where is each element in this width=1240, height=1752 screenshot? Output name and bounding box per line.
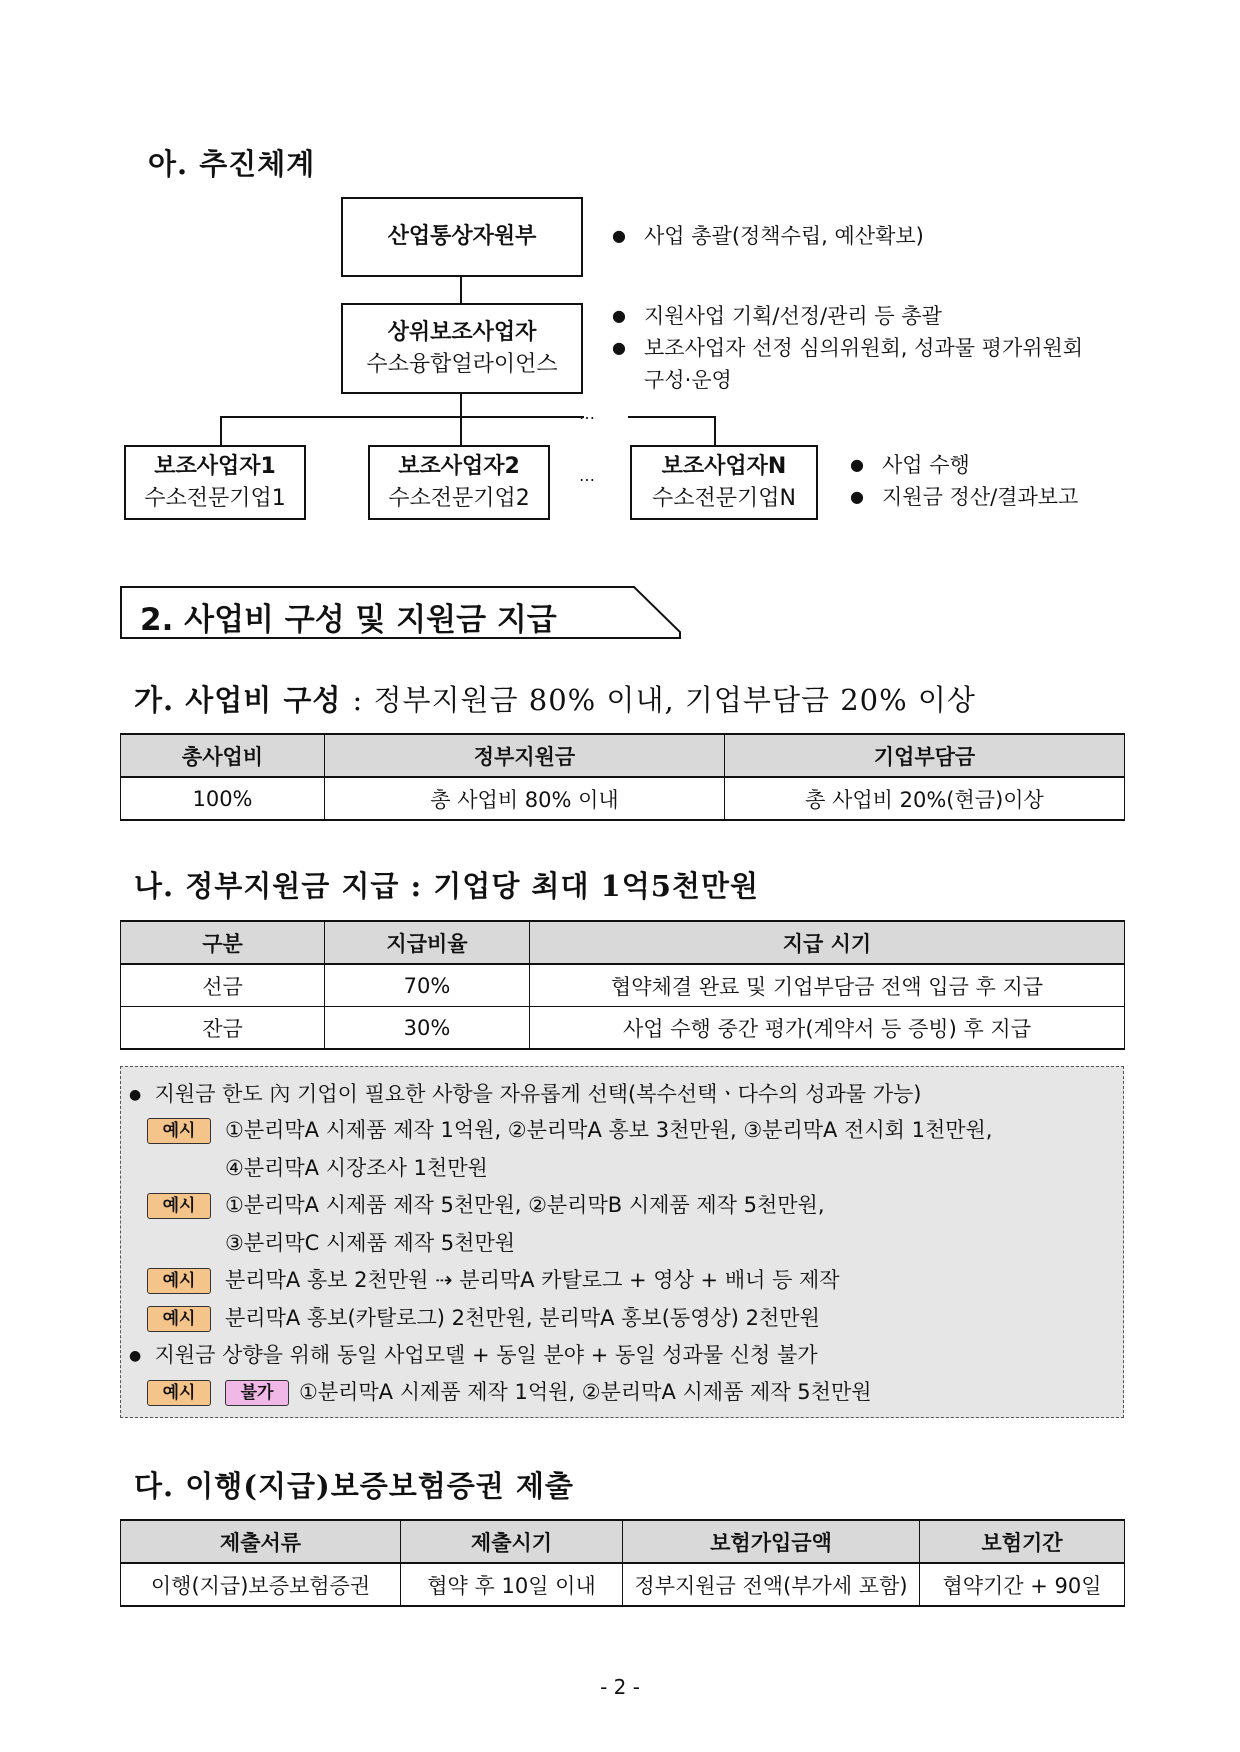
table-cell: 정부지원금 전액(부가세 포함)	[623, 1563, 920, 1606]
sub-org: 수소전문기업N	[652, 485, 796, 511]
table-cell: 총 사업비 80% 이내	[325, 777, 725, 820]
example-tag: 예시	[147, 1118, 211, 1144]
table-cell: 협약 후 10일 이내	[401, 1563, 623, 1606]
sub-name: 보조사업자2	[398, 453, 520, 479]
sub-name: 보조사업자1	[154, 453, 276, 479]
example-tag: 예시	[147, 1268, 211, 1294]
col-header: 보험가입금액	[623, 1520, 920, 1563]
upper-name: 상위보조사업자	[387, 319, 537, 345]
table-row	[121, 1007, 1125, 1050]
sub-box-2	[368, 445, 550, 520]
example-4: 분리막A 홍보(카탈로그) 2천만원, 분리막A 홍보(동영상) 2천만원	[225, 1306, 820, 1330]
example-3: 분리막A 홍보 2천만원 ⇢ 분리막A 카탈로그 + 영상 + 배너 등 제작	[225, 1268, 840, 1292]
col-header: 지급 시기	[530, 921, 1125, 964]
table-cell: 이행(지급)보증보험증권	[121, 1563, 401, 1606]
notes-box	[120, 1066, 1124, 1418]
example-tag: 예시	[147, 1380, 211, 1406]
table-row	[121, 1563, 1125, 1606]
example-2-line-1: ①분리막A 시제품 제작 5천만원, ②분리막B 시제품 제작 5천만원,	[225, 1193, 825, 1217]
table-cell: 협약체결 완료 및 기업부담금 전액 입금 후 지급	[530, 964, 1125, 1007]
upper-bullet: ● 보조사업자 선정 심의위원회, 성과물 평가위원회	[612, 336, 1084, 360]
ellipsis: …	[579, 466, 596, 485]
page-number: - 2 -	[600, 1675, 640, 1699]
sub-box-1	[124, 445, 306, 520]
col-header: 기업부담금	[725, 734, 1125, 777]
upper-bullet: ● 지원사업 기획/선정/관리 등 총괄	[612, 304, 942, 328]
table-cell: 30%	[325, 1007, 530, 1050]
col-header: 지급비율	[325, 921, 530, 964]
example-5: ①분리막A 시제품 제작 1억원, ②분리막A 시제품 제작 5천만원	[299, 1380, 872, 1404]
section-ga-detail: : 정부지원금 80% 이내, 기업부담금 20% 이상	[352, 683, 976, 717]
sub-org: 수소전문기업1	[144, 485, 286, 511]
example-tag: 예시	[147, 1306, 211, 1332]
table-row	[121, 964, 1125, 1007]
connector-line	[714, 416, 716, 446]
section-na-title: 나. 정부지원금 지급 : 기업당 최대 1억5천만원	[134, 869, 759, 903]
notes-bullet-2: ● 지원금 상향을 위해 동일 사업모델 + 동일 분야 + 동일 성과물 신청 불가	[129, 1343, 818, 1367]
table-cell: 70%	[325, 964, 530, 1007]
table-cell: 100%	[121, 777, 325, 820]
example-1-line-1: ①분리막A 시제품 제작 1억원, ②분리막A 홍보 3천만원, ③분리막A 전시회 1천만원,	[225, 1118, 993, 1142]
connector-line	[460, 394, 462, 446]
table-cell: 협약기간 + 90일	[920, 1563, 1125, 1606]
sub-box-n	[630, 445, 818, 520]
connector-line	[628, 416, 714, 418]
connector-line	[220, 416, 222, 446]
connector-line	[460, 276, 462, 304]
table-row	[121, 777, 1125, 820]
upper-bullet-continuation: 구성·운영	[644, 368, 732, 392]
table-cell: 총 사업비 20%(현금)이상	[725, 777, 1125, 820]
ministry-bullet: ● 사업 총괄(정책수립, 예산확보)	[612, 224, 924, 248]
col-header: 제출서류	[121, 1520, 401, 1563]
table-cell: 잔금	[121, 1007, 325, 1050]
sub-org: 수소전문기업2	[388, 485, 530, 511]
col-header: 정부지원금	[325, 734, 725, 777]
example-1-line-2: ④분리막A 시장조사 1천만원	[225, 1156, 488, 1180]
example-tag: 예시	[147, 1193, 211, 1219]
sub-name: 보조사업자N	[661, 453, 787, 479]
ellipsis: …	[579, 404, 596, 423]
col-header: 총사업비	[121, 734, 325, 777]
budget-table	[120, 733, 1125, 821]
example-2-line-2: ③분리막C 시제품 제작 5천만원	[225, 1231, 516, 1255]
sub-bullet: ● 지원금 정산/결과보고	[850, 485, 1079, 509]
section-ga-title: 가. 사업비 구성 : 정부지원금 80% 이내, 기업부담금 20% 이상	[134, 683, 976, 717]
section-da-title: 다. 이행(지급)보증보험증권 제출	[134, 1469, 574, 1503]
col-header: 제출시기	[401, 1520, 623, 1563]
section2-title: 2. 사업비 구성 및 지원금 지급	[140, 602, 557, 638]
upper-org: 수소융합얼라이언스	[366, 351, 558, 377]
sub-bullet: ● 사업 수행	[850, 453, 970, 477]
col-header: 구분	[121, 921, 325, 964]
insurance-table	[120, 1519, 1125, 1607]
ministry-box	[341, 197, 583, 277]
connector-line	[220, 416, 584, 418]
payment-table	[120, 920, 1125, 1050]
forbidden-tag: 불가	[225, 1380, 289, 1406]
table-cell: 선금	[121, 964, 325, 1007]
col-header: 보험기간	[920, 1520, 1125, 1563]
table-cell: 사업 수행 중간 평가(계약서 등 증빙) 후 지급	[530, 1007, 1125, 1050]
section-a-title: 아. 추진체계	[148, 147, 316, 181]
upper-box	[341, 303, 583, 394]
ministry-name: 산업통상자원부	[387, 224, 537, 249]
notes-bullet-1: ● 지원금 한도 內 기업이 필요한 사항을 자유롭게 선택(복수선택ㆍ다수의 성과물 가능)	[129, 1082, 922, 1106]
